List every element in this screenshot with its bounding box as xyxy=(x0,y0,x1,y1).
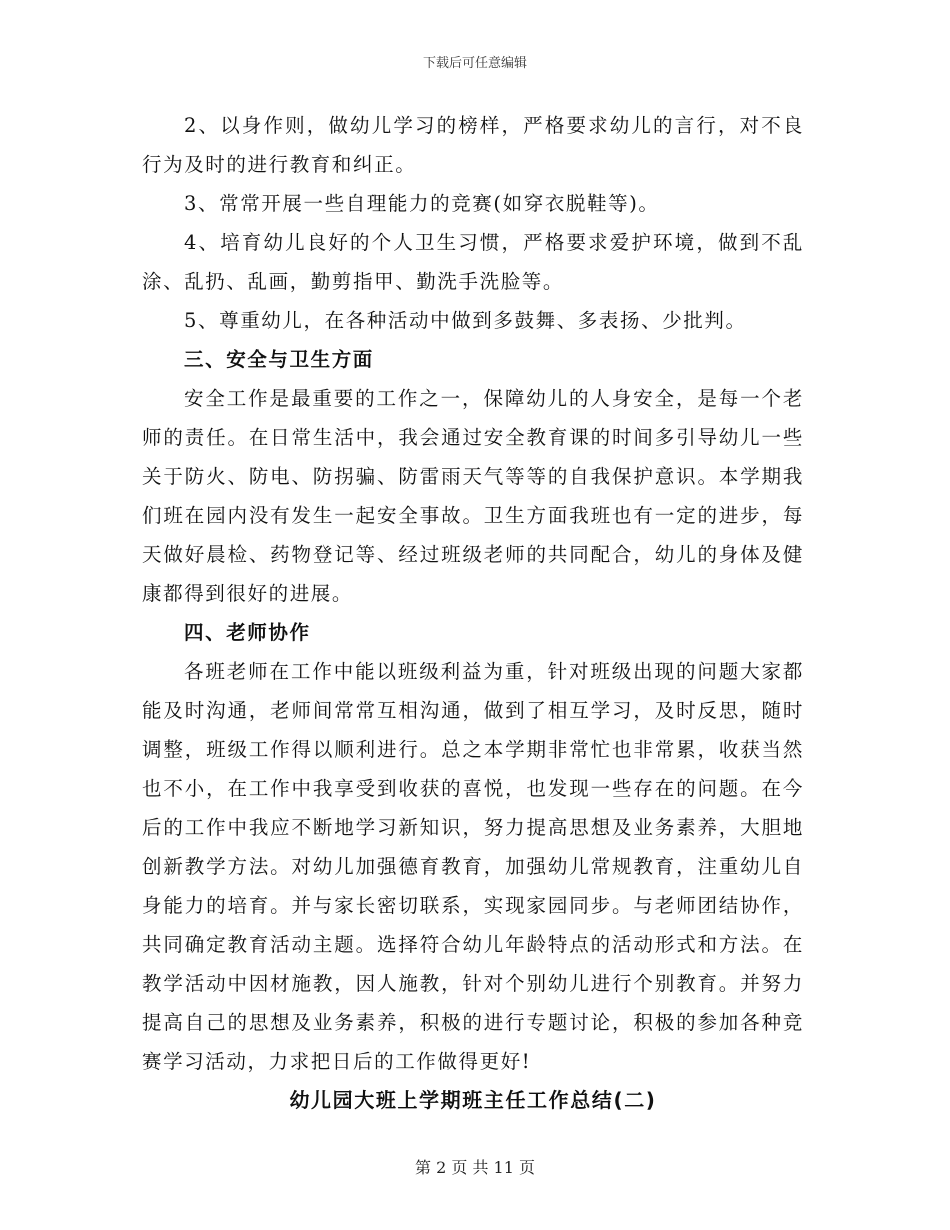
next-document-title: 幼儿园大班上学期班主任工作总结(二) xyxy=(289,1088,657,1112)
document-body xyxy=(142,106,804,1120)
section-heading-cooperation: 四、老师协作 xyxy=(184,621,311,644)
list-item-4: 4、培育幼儿良好的个人卫生习惯，严格要求爱护环境，做到不乱涂、乱扔、乱画，勤剪指甲、勤洗手洗脸等。 xyxy=(142,231,804,293)
list-item-3: 3、常常开展一些自理能力的竞赛(如穿衣脱鞋等)。 xyxy=(184,192,660,215)
list-item-2: 2、以身作则，做幼儿学习的榜样，严格要求幼儿的言行，对不良行为及时的进行教育和纠正。 xyxy=(142,114,804,176)
list-item-5: 5、尊重幼儿，在各种活动中做到多鼓舞、多表扬、少批判。 xyxy=(184,309,747,332)
section-paragraph-safety: 安全工作是最重要的工作之一，保障幼儿的人身安全，是每一个老师的责任。在日常生活中，我会通过安全教育课的时间多引导幼儿一些关于防火、防电、防拐骗、防雷雨天气等等的自我保护意识。本学期我们班在园内没有发生一起安全事故。卫生方面我班也有一定的进步，每天做好晨检、药物登记等、经过班级老师的共同配合，幼儿的身体及健康都得到很好的进展。 xyxy=(142,387,804,605)
section-heading-safety: 三、安全与卫生方面 xyxy=(184,348,374,371)
page-number: 第 2 页 共 11 页 xyxy=(415,1158,535,1177)
section-paragraph-cooperation: 各班老师在工作中能以班级利益为重，针对班级出现的问题大家都能及时沟通，老师间常常互相沟通，做到了相互学习，及时反思，随时调整，班级工作得以顺利进行。总之本学期非常忙也非常累，收获当然也不小，在工作中我享受到收获的喜悦，也发现一些存在的问题。在今后的工作中我应不断地学习新知识，努力提高思想及业务素养，大胆地创新教学方法。对幼儿加强德育教育，加强幼儿常规教育，注重幼儿自身能力的培育。并与家长密切联系，实现家园同步。与老师团结协作，共同确定教育活动主题。选择符合幼儿年龄特点的活动形式和方法。在教学活动中因材施教，因人施教，针对个别幼儿进行个别教育。并努力提高自己的思想及业务素养，积极的进行专题讨论，积极的参加各种竞赛学习活动，力求把日后的工作做得更好! xyxy=(142,660,804,1073)
page-header: 下载后可任意编辑 xyxy=(422,56,527,71)
